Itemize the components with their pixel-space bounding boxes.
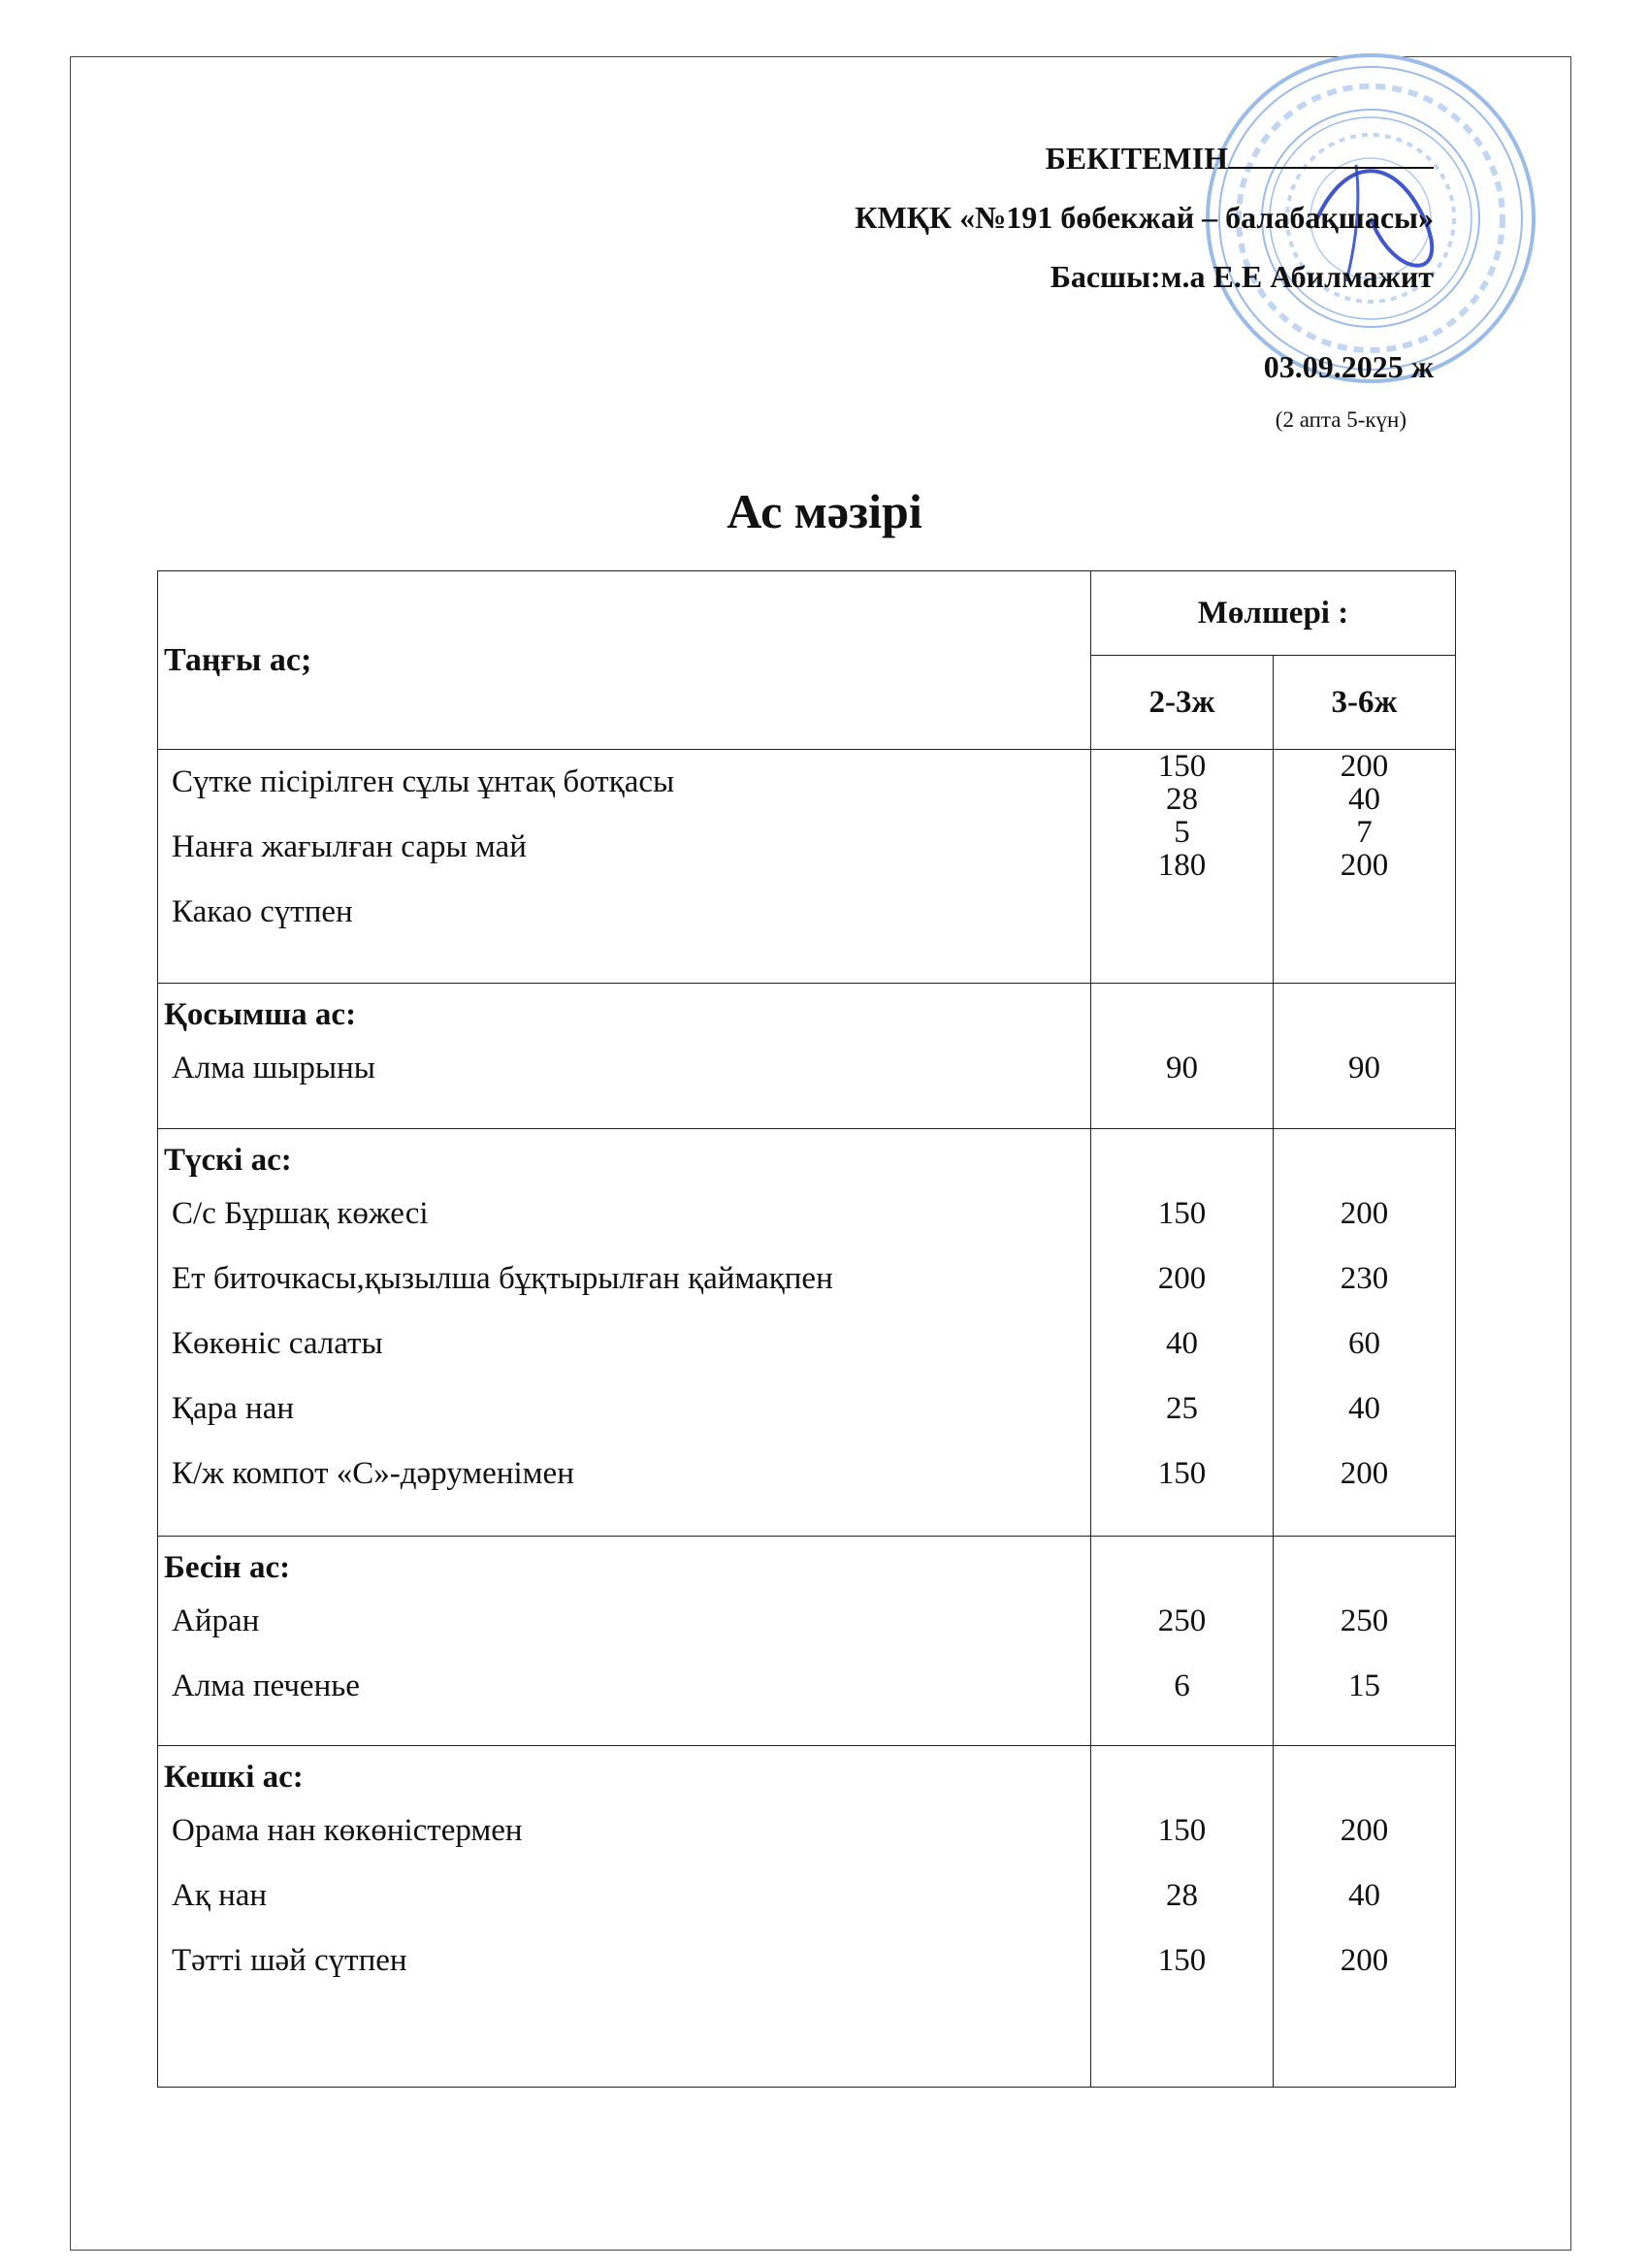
qty-value: 200 — [1340, 749, 1389, 784]
list-item: Қара нан — [172, 1391, 295, 1426]
first-meal-header: Таңғы ас; — [158, 571, 1091, 750]
snack-section — [158, 984, 1456, 1129]
qty-value: 150 — [1157, 1196, 1207, 1231]
snack-qty-3-6 — [1274, 984, 1456, 1129]
list-item: Көкөніс салаты — [172, 1326, 383, 1361]
lunch-qty-3-6 — [1274, 1129, 1456, 1537]
qty-value: 200 — [1340, 1196, 1389, 1231]
dinner-qty-3-6 — [1274, 1746, 1456, 2088]
approval-date: 03.09.2025 ж — [1263, 349, 1434, 384]
afternoon-title: Бесін ас: — [164, 1550, 291, 1585]
list-item: Орама нан көкөністермен — [172, 1813, 523, 1848]
qty-value: 200 — [1340, 848, 1389, 883]
afternoon-qty-3-6 — [1274, 1537, 1456, 1746]
breakfast-qty-2-3 — [1091, 750, 1274, 984]
snack-items — [158, 984, 1091, 1129]
age-group-3-6: 3-6ж — [1274, 656, 1456, 750]
breakfast-section — [158, 750, 1456, 984]
quantity-header: Мөлшері : — [1091, 571, 1456, 656]
list-item: Алма печенье — [172, 1669, 360, 1703]
qty-value: 150 — [1157, 749, 1207, 784]
qty-value: 60 — [1348, 1326, 1380, 1361]
list-item: Тәтті шәй сүтпен — [172, 1943, 407, 1978]
list-item: Айран — [172, 1604, 260, 1638]
qty-value: 200 — [1157, 1261, 1207, 1296]
lunch-qty-2-3 — [1091, 1129, 1274, 1537]
dinner-qty-2-3 — [1091, 1746, 1274, 2088]
qty-value: 90 — [1166, 1051, 1198, 1085]
list-item: Ет биточкасы,қызылша бұқтырылған қаймақпен — [172, 1261, 833, 1296]
organization-name: КМҚК «№191 бөбекжай – балабақшасы» — [855, 200, 1434, 235]
week-day-note: (2 апта 5-күн) — [1275, 407, 1406, 432]
qty-value: 200 — [1340, 1813, 1389, 1848]
age-group-2-3: 2-3ж — [1091, 656, 1274, 750]
qty-value: 250 — [1157, 1604, 1207, 1638]
qty-value: 40 — [1348, 1391, 1380, 1426]
list-item: С/с Бұршақ көжесі — [172, 1196, 429, 1231]
list-item: Нанға жағылған сары май — [172, 829, 527, 864]
afternoon-section — [158, 1537, 1456, 1746]
qty-value: 40 — [1348, 782, 1380, 817]
qty-value: 200 — [1340, 1456, 1389, 1491]
qty-value: 28 — [1166, 782, 1198, 817]
menu-table — [157, 570, 1456, 2088]
qty-value: 28 — [1166, 1878, 1198, 1913]
qty-value: 6 — [1174, 1669, 1190, 1703]
dinner-items — [158, 1746, 1091, 2088]
qty-value: 150 — [1157, 1456, 1207, 1491]
qty-value: 40 — [1348, 1878, 1380, 1913]
qty-value: 5 — [1174, 815, 1190, 850]
page-title: Ас мәзірі — [727, 484, 922, 538]
qty-value: 180 — [1157, 848, 1207, 883]
qty-value: 90 — [1348, 1051, 1380, 1085]
qty-value: 250 — [1340, 1604, 1389, 1638]
approval-block — [855, 142, 1434, 382]
list-item: Сүтке пісірілген сұлы ұнтақ ботқасы — [172, 764, 675, 799]
afternoon-items — [158, 1537, 1091, 1746]
qty-value: 25 — [1166, 1391, 1198, 1426]
qty-value: 7 — [1356, 815, 1373, 850]
qty-value: 200 — [1340, 1943, 1389, 1978]
qty-value: 150 — [1157, 1943, 1207, 1978]
list-item: Ақ нан — [172, 1878, 268, 1913]
lunch-items — [158, 1129, 1091, 1537]
table-header-row — [158, 571, 1456, 656]
snack-qty-2-3 — [1091, 984, 1274, 1129]
lunch-section — [158, 1129, 1456, 1537]
breakfast-items — [158, 750, 1091, 984]
afternoon-qty-2-3 — [1091, 1537, 1274, 1746]
approve-label: БЕКІТЕМІН — [1045, 141, 1228, 176]
head-name: Басшы:м.а Е.Е Абилмажит — [1050, 259, 1434, 294]
signature-line — [1228, 142, 1434, 169]
list-item: Какао сүтпен — [172, 894, 353, 929]
list-item: К/ж компот «С»-дәруменімен — [172, 1456, 574, 1491]
list-item: Алма шырыны — [172, 1051, 375, 1085]
qty-value: 230 — [1340, 1261, 1389, 1296]
dinner-section — [158, 1746, 1456, 2088]
qty-value: 15 — [1348, 1669, 1380, 1703]
lunch-title: Түскі ас: — [164, 1143, 292, 1178]
qty-value: 40 — [1166, 1326, 1198, 1361]
qty-value: 150 — [1157, 1813, 1207, 1848]
approve-line — [855, 141, 1434, 176]
snack-title: Қосымша ас: — [164, 997, 357, 1032]
breakfast-qty-3-6 — [1274, 750, 1456, 984]
dinner-title: Кешкі ас: — [164, 1760, 304, 1795]
